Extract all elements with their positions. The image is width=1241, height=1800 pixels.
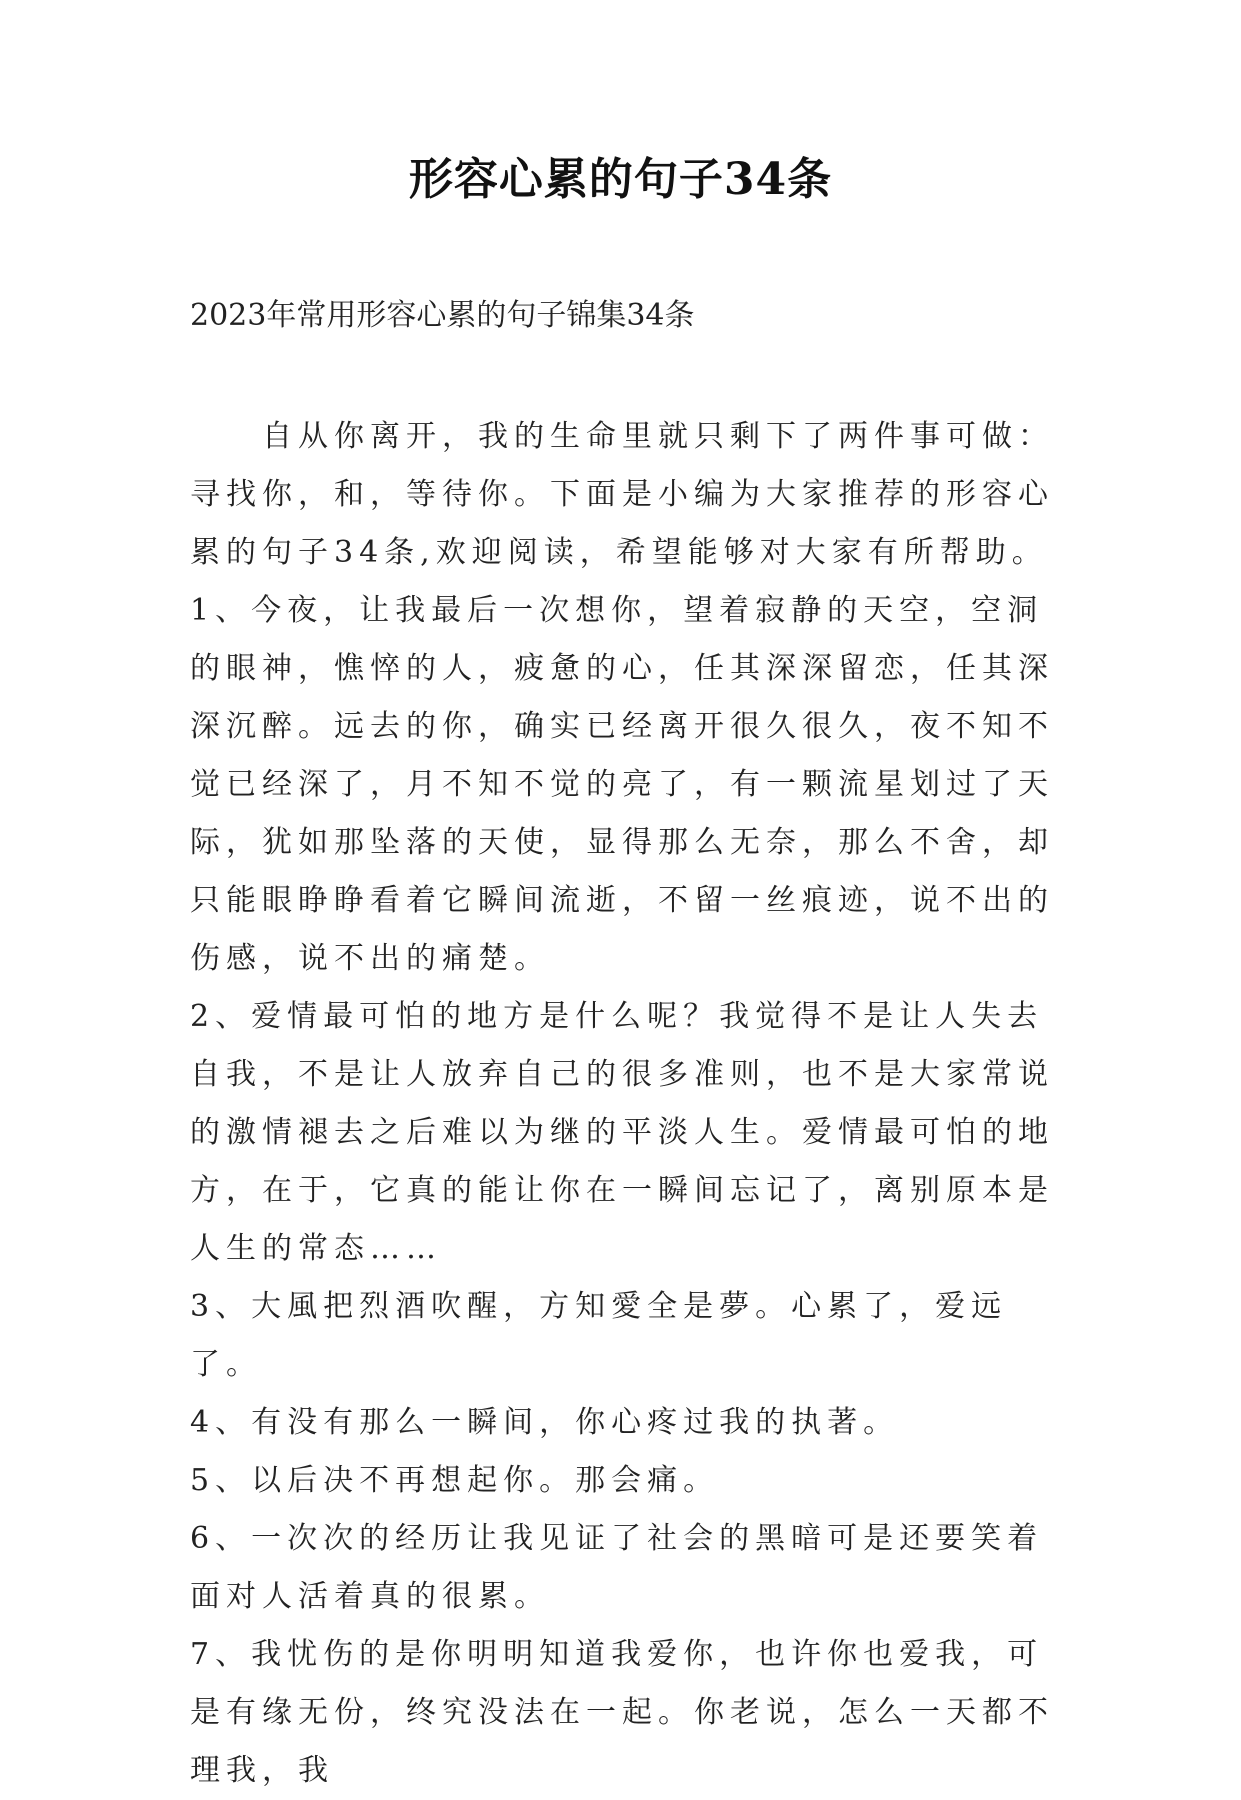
list-item: 4、有没有那么一瞬间，你心疼过我的执著。 [190,1405,900,1440]
document-body [190,408,1066,1800]
list-item: 2、爱情最可怕的地方是什么呢？我觉得不是让人失去自我，不是让人放弃自己的很多准则，也不是大家常说的激情褪去之后难以为继的平淡人生。爱情最可怕的地方，在于，它真的能让你在一瞬间忘记了，离别原本是人生的常态…… [190,999,1054,1266]
intro-paragraph: 自从你离开，我的生命里就只剩下了两件事可做：寻找你，和，等待你。下面是小编为大家推荐的形容心累的句子34条,欢迎阅读，希望能够对大家有所帮助。 [190,419,1054,570]
document-subtitle: 2023年常用形容心累的句子锦集34条 [190,298,695,333]
list-item: 3、大風把烈酒吹醒，方知愛全是夢。心累了，爱远了。 [190,1289,1008,1382]
list-item: 7、我忧伤的是你明明知道我爱你，也许你也爱我，可是有缘无份，终究没法在一起。你老说，怎么一天都不理我，我 [190,1637,1054,1788]
list-item: 5、以后决不再想起你。那会痛。 [190,1463,720,1498]
list-item: 6、一次次的经历让我见证了社会的黑暗可是还要笑着面对人活着真的很累。 [190,1521,1044,1614]
list-item: 1、今夜，让我最后一次想你，望着寂静的天空，空洞的眼神，憔悴的人，疲惫的心，任其深深留恋，任其深深沉醉。远去的你，确实已经离开很久很久，夜不知不觉已经深了，月不知不觉的亮了，有一颗流星划过了天际，犹如那坠落的天使，显得那么无奈，那么不舍，却只能眼睁睁看着它瞬间流逝，不留一丝痕迹，说不出的伤感，说不出的痛楚。 [190,593,1054,976]
document-title: 形容心累的句子34条 [408,154,833,205]
